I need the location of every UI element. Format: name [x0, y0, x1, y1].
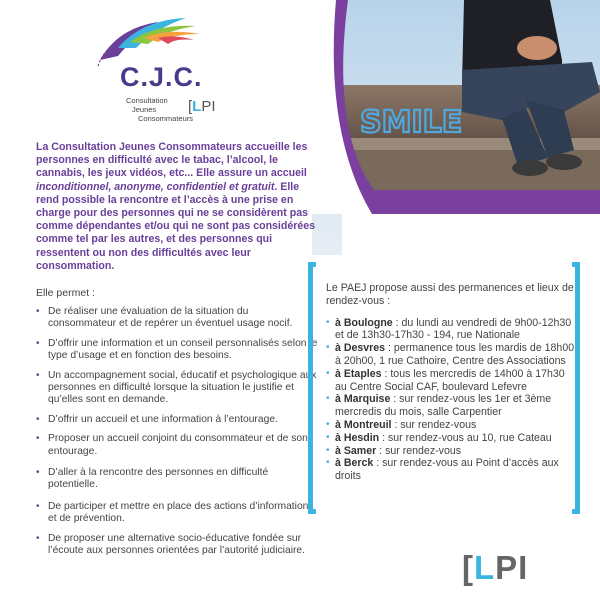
permanences-text: [326, 282, 576, 483]
list-item: • Un accompagnement social, éducatif et psychologique aux personnes en difficulté lorsque la situation le justifie et qu’elles sont en demande.: [36, 370, 318, 407]
list-item: • De réaliser une évaluation de la situation du consommateur et de repérer un éventuel usage nocif.: [36, 306, 318, 331]
list-item: • à Montreuil : sur rendez-vous: [326, 419, 576, 432]
list-item: • D’offrir une information et un conseil personnalisés selon le type d’usage et en fonction des besoins.: [36, 338, 318, 363]
list-item: • D’offrir un accueil et une information à l’entourage.: [36, 414, 318, 426]
list-item: • à Desvres : permanence tous les mardis de 18h00 à 20h00, 1 rue Cathoire, Centre des Associations: [326, 342, 576, 368]
logo-subtitle: Consultation Jeunes Consommateurs: [126, 96, 194, 123]
list-item: • à Samer : sur rendez-vous: [326, 445, 576, 458]
svg-text:SMILE: SMILE: [360, 105, 463, 140]
list-item: • De proposer une alternative socio-éducative fondée sur l’écoute aux personnes orientées par l’autorité judiciaire.: [36, 533, 318, 558]
services-list: [36, 304, 318, 558]
cjc-logo: [96, 8, 226, 126]
permet-label: Elle permet :: [36, 287, 95, 299]
list-item: • à Berck : sur rendez-vous au Point d’accès aux droits: [326, 457, 576, 483]
logo-swoosh-icon: [96, 8, 206, 68]
hero-photo: [312, 0, 600, 255]
list-item: • Proposer un accueil conjoint du consommateur et de son entourage.: [36, 433, 318, 458]
logo-lpi-mark: [LPI: [188, 98, 216, 115]
list-item: • à Boulogne : du lundi au vendredi de 9h00-12h30 et de 13h30-17h30 - 194, rue Nationale: [326, 317, 576, 343]
lpi-logo: [LPI: [462, 549, 529, 586]
permanences-box: [308, 262, 580, 514]
logo-title: C.J.C.: [120, 62, 203, 92]
list-item: • à Marquise : sur rendez-vous les 1er et 3ème mercredis du mois, salle Carpentier: [326, 393, 576, 419]
permanences-intro: Le PAEJ propose aussi des permanences et lieux de rendez-vous :: [326, 282, 574, 307]
list-item: • D’aller à la rencontre des personnes en difficulté potentielle.: [36, 467, 318, 492]
list-item: • à Hesdin : sur rendez-vous au 10, rue Cateau: [326, 432, 576, 445]
list-item: • à Etaples : tous les mercredis de 14h00 à 17h30 au Centre Social CAF, boulevard Lefevre: [326, 368, 576, 394]
intro-paragraph: La Consultation Jeunes Consommateurs accueille les personnes en difficulté avec le tabac, l’alcool, le cannabis, les jeux vidéos, etc... Elle assure un accueil inconditionnel, anonyme, confidentiel et gratuit. Elle rend possible la rencontre et l’accès à une prise en charge pour des personnes qui ne se considèrent pas comme dépendantes et/ou qui ne sont pas considérées comme tel par les autres, et des personnes qui ressentent ou non des difficultés avec leur consommation.: [36, 141, 316, 272]
list-item: • De participer et mettre en place des actions d’information et de prévention.: [36, 501, 318, 526]
bracket-left-icon: [308, 262, 316, 514]
